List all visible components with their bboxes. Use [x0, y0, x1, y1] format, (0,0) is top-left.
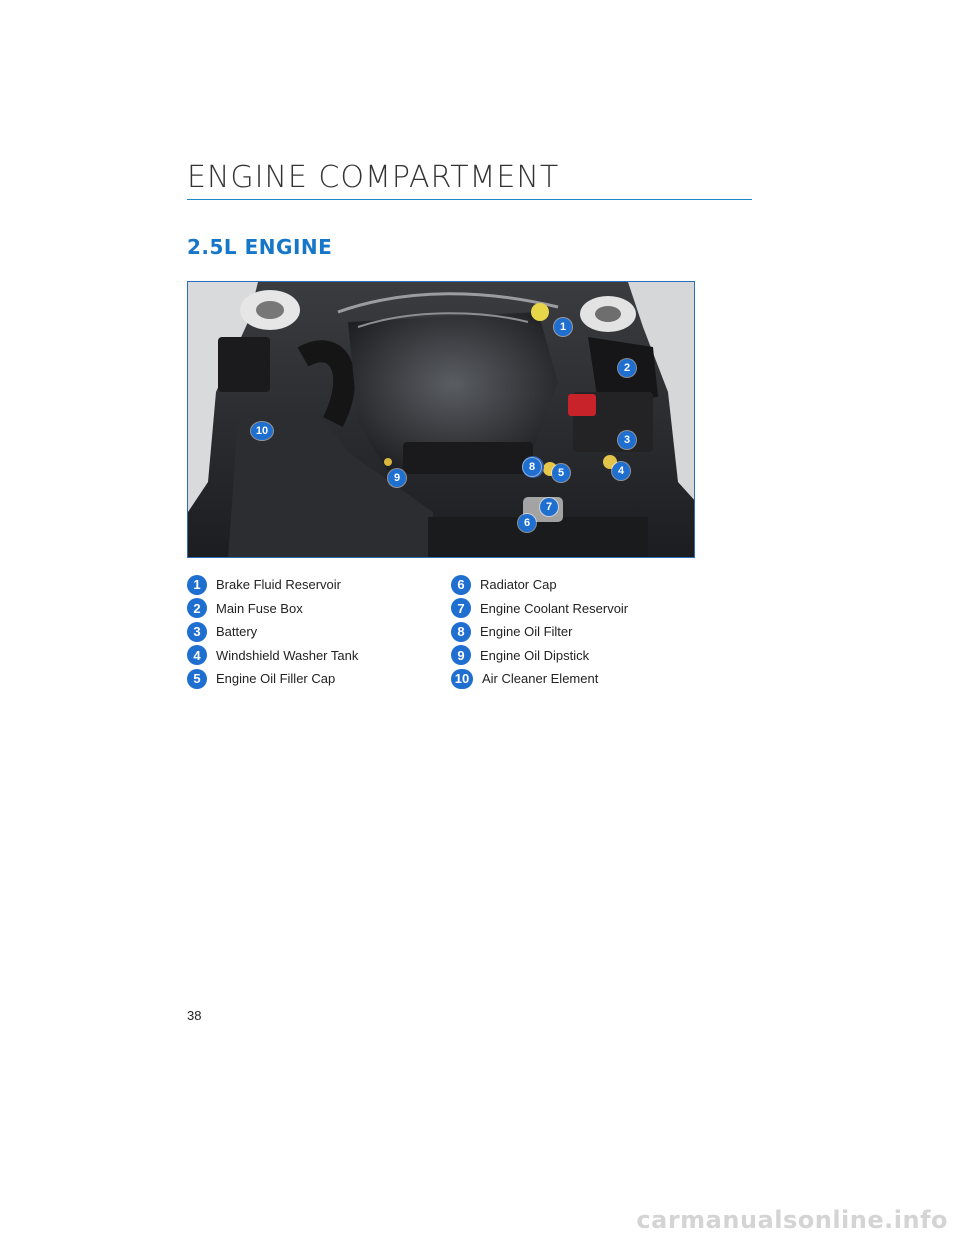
legend-label: Engine Oil Filter: [480, 624, 573, 640]
legend-label: Engine Oil Dipstick: [480, 647, 590, 663]
callout-badge: 3: [618, 431, 636, 449]
legend-number-badge: 1: [187, 575, 207, 595]
callout-badge: 9: [388, 469, 406, 487]
legend-item: [451, 667, 711, 691]
legend-item: [187, 667, 447, 691]
watermark: carmanualsonline.info: [636, 1206, 948, 1234]
legend-number-badge: 4: [187, 645, 207, 665]
callout-badge: 6: [518, 514, 536, 532]
callout-badge: 10: [251, 422, 273, 440]
engine-bay-illustration: [188, 282, 695, 558]
legend-item: [451, 644, 711, 668]
legend-left-column: [187, 573, 447, 691]
legend-number-badge: 7: [451, 598, 471, 618]
legend-item: [451, 620, 711, 644]
callout-badge: 5: [552, 464, 570, 482]
callout-badge: 4: [612, 462, 630, 480]
callout-badge: 8: [523, 458, 541, 476]
legend-number-badge: 9: [451, 645, 471, 665]
legend-item: [187, 644, 447, 668]
legend-label: Engine Oil Filler Cap: [216, 671, 336, 687]
legend-item: [451, 573, 711, 597]
legend-label: Main Fuse Box: [216, 600, 303, 616]
callout-badge: 2: [618, 359, 636, 377]
callout-badge: 1: [554, 318, 572, 336]
engine-bay-photo: [187, 281, 695, 558]
title-divider: [187, 199, 752, 200]
legend-label: Engine Coolant Reservoir: [480, 600, 629, 616]
legend-number-badge: 5: [187, 669, 207, 689]
section-subtitle: 2.5L ENGINE: [187, 235, 333, 259]
legend-label: Battery: [216, 624, 258, 640]
legend-label: Air Cleaner Element: [482, 671, 599, 687]
legend-label: Brake Fluid Reservoir: [216, 577, 341, 593]
legend-number-badge: 3: [187, 622, 207, 642]
legend-item: [187, 620, 447, 644]
legend-number-badge: 2: [187, 598, 207, 618]
legend-number-badge: 10: [451, 669, 473, 689]
legend-number-badge: 6: [451, 575, 471, 595]
callout-badge: 7: [540, 498, 558, 516]
legend-right-column: [451, 573, 711, 691]
legend-label: Radiator Cap: [480, 577, 557, 593]
legend-item: [187, 597, 447, 621]
legend-item: [451, 597, 711, 621]
page-title: ENGINE COMPARTMENT: [187, 160, 560, 195]
page-number: 38: [187, 1008, 202, 1023]
legend-item: [187, 573, 447, 597]
legend-label: Windshield Washer Tank: [216, 647, 359, 663]
legend-number-badge: 8: [451, 622, 471, 642]
